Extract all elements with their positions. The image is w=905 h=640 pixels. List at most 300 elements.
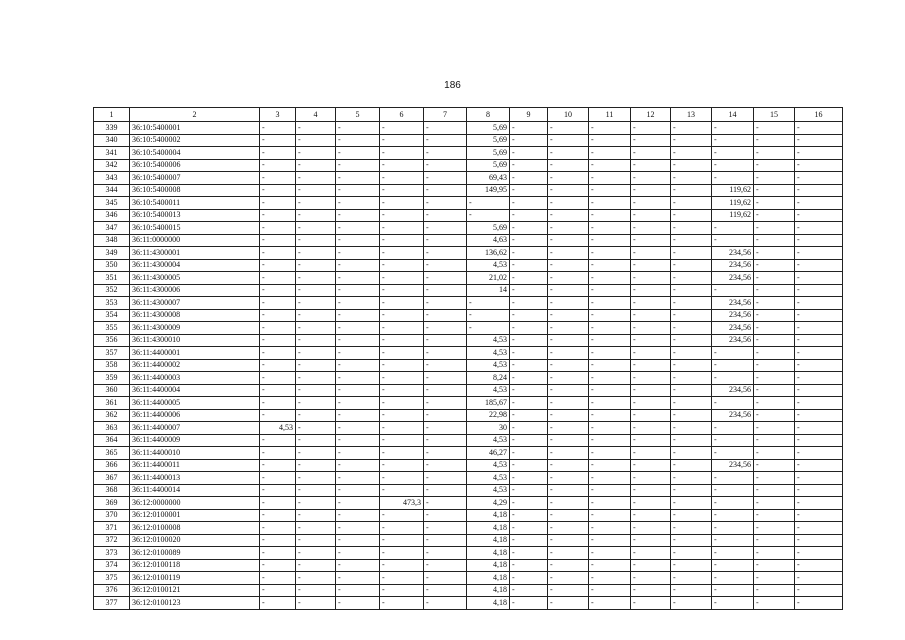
table-cell: 345	[94, 197, 130, 210]
table-cell: -	[795, 547, 843, 560]
table-cell: 4,53	[467, 359, 510, 372]
table-cell: -	[260, 309, 296, 322]
table-cell: -	[380, 297, 424, 310]
table-cell: 22,98	[467, 409, 510, 422]
table-cell: -	[296, 459, 336, 472]
table-cell: -	[754, 509, 795, 522]
table-cell: -	[296, 409, 336, 422]
table-cell: 234,56	[712, 459, 754, 472]
table-cell: -	[424, 534, 467, 547]
table-cell: -	[712, 397, 754, 410]
table-cell: -	[296, 147, 336, 160]
table-row	[94, 372, 843, 385]
table-cell: -	[589, 284, 631, 297]
table-cell: -	[795, 597, 843, 610]
table-cell: -	[712, 572, 754, 585]
table-row	[94, 197, 843, 210]
table-cell: -	[296, 584, 336, 597]
table-row	[94, 572, 843, 585]
table-cell: -	[296, 434, 336, 447]
table-cell: -	[795, 409, 843, 422]
table-cell: -	[380, 397, 424, 410]
table-cell: -	[424, 197, 467, 210]
table-cell: 36:12:0100008	[130, 522, 260, 535]
table-cell: -	[671, 122, 712, 135]
column-header: 5	[336, 108, 380, 122]
table-cell: -	[424, 147, 467, 160]
table-cell: -	[754, 134, 795, 147]
table-cell: -	[589, 222, 631, 235]
table-cell: -	[510, 297, 548, 310]
table-cell: -	[260, 322, 296, 335]
table-cell: -	[548, 322, 589, 335]
table-cell: -	[424, 447, 467, 460]
table-cell: -	[424, 134, 467, 147]
table-cell: -	[671, 372, 712, 385]
table-cell: -	[631, 134, 671, 147]
table-cell: -	[795, 197, 843, 210]
table-cell: -	[712, 497, 754, 510]
table-cell: 351	[94, 272, 130, 285]
table-cell: -	[548, 497, 589, 510]
table-cell: -	[548, 247, 589, 260]
table-cell: -	[795, 272, 843, 285]
column-header: 15	[754, 108, 795, 122]
table-row	[94, 397, 843, 410]
table-cell: -	[589, 372, 631, 385]
table-cell: -	[631, 297, 671, 310]
table-cell: -	[671, 247, 712, 260]
table-cell: -	[424, 434, 467, 447]
table-row	[94, 597, 843, 610]
table-cell: -	[589, 209, 631, 222]
table-cell: -	[548, 409, 589, 422]
table-cell: 473,3	[380, 497, 424, 510]
table-cell: -	[754, 247, 795, 260]
table-cell: -	[712, 447, 754, 460]
table-cell: -	[671, 297, 712, 310]
table-cell: -	[589, 184, 631, 197]
table-cell: -	[754, 184, 795, 197]
table-cell: 36:11:4400013	[130, 472, 260, 485]
table-cell: -	[754, 584, 795, 597]
table-cell: -	[467, 322, 510, 335]
table-cell: -	[589, 397, 631, 410]
table-cell: -	[296, 547, 336, 560]
table-row	[94, 497, 843, 510]
column-header: 1	[94, 108, 130, 122]
table-cell: -	[380, 534, 424, 547]
table-cell: -	[336, 147, 380, 160]
table-cell: -	[754, 172, 795, 185]
table-cell: -	[380, 122, 424, 135]
table-cell: 359	[94, 372, 130, 385]
table-cell: -	[510, 272, 548, 285]
table-cell: -	[795, 459, 843, 472]
table-cell: -	[336, 584, 380, 597]
table-cell: 4,63	[467, 234, 510, 247]
table-cell: -	[296, 159, 336, 172]
table-cell: -	[510, 159, 548, 172]
table-row	[94, 584, 843, 597]
table-cell: -	[548, 384, 589, 397]
table-cell: 46,27	[467, 447, 510, 460]
table-cell: -	[296, 447, 336, 460]
table-cell: -	[296, 134, 336, 147]
column-header: 11	[589, 108, 631, 122]
table-cell: -	[296, 322, 336, 335]
table-cell: -	[510, 259, 548, 272]
table-cell: -	[631, 459, 671, 472]
table-cell: -	[795, 434, 843, 447]
table-cell: -	[424, 384, 467, 397]
table-cell: -	[548, 284, 589, 297]
table-row	[94, 147, 843, 160]
table-cell: -	[424, 597, 467, 610]
column-header: 16	[795, 108, 843, 122]
table-cell: 36:12:0100121	[130, 584, 260, 597]
table-cell: -	[336, 222, 380, 235]
table-cell: 36:11:4300009	[130, 322, 260, 335]
table-cell: -	[336, 322, 380, 335]
table-cell: -	[380, 484, 424, 497]
table-cell: -	[589, 272, 631, 285]
table-cell: 36:11:4400002	[130, 359, 260, 372]
table-cell: 136,62	[467, 247, 510, 260]
table-cell: -	[380, 559, 424, 572]
column-header: 14	[712, 108, 754, 122]
table-cell: -	[296, 309, 336, 322]
table-cell: -	[548, 122, 589, 135]
table-cell: -	[589, 422, 631, 435]
table-cell: 347	[94, 222, 130, 235]
table-cell: -	[548, 359, 589, 372]
table-cell: -	[548, 522, 589, 535]
table-cell: -	[589, 409, 631, 422]
table-cell: -	[336, 397, 380, 410]
page-number: 186	[444, 80, 461, 91]
table-cell: -	[589, 384, 631, 397]
table-cell: -	[336, 172, 380, 185]
table-cell: -	[336, 497, 380, 510]
table-cell: -	[712, 359, 754, 372]
table-cell: -	[296, 272, 336, 285]
table-cell: -	[260, 284, 296, 297]
table-cell: -	[424, 297, 467, 310]
table-cell: -	[510, 459, 548, 472]
table-cell: -	[548, 184, 589, 197]
column-header: 3	[260, 108, 296, 122]
table-cell: -	[424, 397, 467, 410]
table-cell: -	[380, 247, 424, 260]
table-cell: -	[795, 134, 843, 147]
table-cell: 4,18	[467, 522, 510, 535]
table-cell: -	[296, 422, 336, 435]
table-cell: 4,18	[467, 534, 510, 547]
table-cell: -	[510, 434, 548, 447]
table-cell: 36:12:0100123	[130, 597, 260, 610]
table-cell: -	[260, 572, 296, 585]
table-cell: -	[380, 597, 424, 610]
table-cell: -	[548, 559, 589, 572]
table-cell: -	[754, 209, 795, 222]
table-cell: -	[795, 422, 843, 435]
table-cell: -	[754, 159, 795, 172]
table-cell: -	[260, 209, 296, 222]
table-cell: -	[631, 197, 671, 210]
table-cell: -	[795, 309, 843, 322]
table-cell: 21,02	[467, 272, 510, 285]
table-cell: -	[754, 484, 795, 497]
table-cell: -	[671, 234, 712, 247]
table-cell: -	[671, 222, 712, 235]
table-cell: -	[260, 472, 296, 485]
table-cell: 36:11:4400010	[130, 447, 260, 460]
table-cell: 349	[94, 247, 130, 260]
table-cell: -	[754, 372, 795, 385]
table-cell: 375	[94, 572, 130, 585]
table-cell: -	[795, 472, 843, 485]
table-cell: -	[467, 309, 510, 322]
table-cell: -	[671, 197, 712, 210]
table-cell: -	[589, 334, 631, 347]
table-cell: 343	[94, 172, 130, 185]
table-cell: -	[548, 159, 589, 172]
table-cell: 119,62	[712, 197, 754, 210]
table-row	[94, 309, 843, 322]
table-cell: -	[671, 509, 712, 522]
table-cell: -	[424, 572, 467, 585]
table-cell: -	[589, 359, 631, 372]
table-cell: -	[631, 559, 671, 572]
table-row	[94, 222, 843, 235]
table-cell: 339	[94, 122, 130, 135]
table-cell: 365	[94, 447, 130, 460]
table-row	[94, 509, 843, 522]
table-cell: -	[795, 347, 843, 360]
table-cell: 8,24	[467, 372, 510, 385]
table-cell: -	[631, 184, 671, 197]
table-cell: -	[424, 509, 467, 522]
table-cell: 234,56	[712, 272, 754, 285]
table-cell: -	[795, 322, 843, 335]
table-cell: 36:11:4400003	[130, 372, 260, 385]
table-cell: -	[424, 409, 467, 422]
table-cell: -	[671, 209, 712, 222]
table-cell: -	[296, 472, 336, 485]
table-cell: -	[548, 272, 589, 285]
table-cell: -	[754, 397, 795, 410]
table-cell: 348	[94, 234, 130, 247]
table-cell: -	[380, 222, 424, 235]
table-cell: -	[631, 484, 671, 497]
table-cell: -	[548, 209, 589, 222]
table-cell: 36:11:4400009	[130, 434, 260, 447]
table-row	[94, 472, 843, 485]
table-cell: -	[296, 284, 336, 297]
table-cell: 358	[94, 359, 130, 372]
table-cell: -	[510, 334, 548, 347]
table-cell: -	[380, 584, 424, 597]
column-header: 8	[467, 108, 510, 122]
table-cell: -	[548, 509, 589, 522]
table-cell: -	[336, 447, 380, 460]
table-cell: 4,18	[467, 509, 510, 522]
table-cell: -	[754, 422, 795, 435]
table-cell: 4,18	[467, 547, 510, 560]
table-cell: 340	[94, 134, 130, 147]
table-cell: -	[795, 172, 843, 185]
table-cell: -	[260, 234, 296, 247]
table-cell: -	[589, 434, 631, 447]
table-row	[94, 134, 843, 147]
table-cell: -	[296, 572, 336, 585]
table-cell: -	[336, 484, 380, 497]
table-cell: -	[631, 359, 671, 372]
table-cell: 346	[94, 209, 130, 222]
table-cell: 360	[94, 384, 130, 397]
table-cell: 4,29	[467, 497, 510, 510]
table-cell: -	[712, 347, 754, 360]
table-cell: -	[671, 159, 712, 172]
table-cell: -	[260, 222, 296, 235]
table-cell: 36:11:4300010	[130, 334, 260, 347]
table-cell: -	[631, 259, 671, 272]
table-cell: 369	[94, 497, 130, 510]
table-cell: -	[795, 447, 843, 460]
table-cell: -	[671, 572, 712, 585]
table-cell: -	[548, 222, 589, 235]
table-cell: 4,53	[467, 472, 510, 485]
table-row	[94, 334, 843, 347]
table-cell: -	[589, 472, 631, 485]
table-cell: 36:12:0100089	[130, 547, 260, 560]
table-cell: -	[795, 359, 843, 372]
table-cell: -	[296, 334, 336, 347]
table-cell: -	[336, 122, 380, 135]
table-cell: 5,69	[467, 147, 510, 160]
table-cell: -	[260, 434, 296, 447]
table-cell: 4,53	[467, 384, 510, 397]
table-cell: -	[296, 259, 336, 272]
table-cell: -	[510, 522, 548, 535]
table-cell: -	[296, 384, 336, 397]
table-cell: -	[380, 234, 424, 247]
table-cell: -	[671, 184, 712, 197]
table-cell: -	[380, 322, 424, 335]
table-cell: -	[548, 147, 589, 160]
table-cell: -	[671, 284, 712, 297]
table-cell: 36:11:4400005	[130, 397, 260, 410]
table-cell: -	[671, 397, 712, 410]
column-header: 9	[510, 108, 548, 122]
table-cell: -	[795, 572, 843, 585]
table-cell: -	[296, 597, 336, 610]
table-cell: -	[424, 209, 467, 222]
table-cell: 36:10:5400006	[130, 159, 260, 172]
table-cell: -	[296, 347, 336, 360]
table-cell: -	[671, 322, 712, 335]
table-cell: -	[336, 284, 380, 297]
table-cell: 5,69	[467, 222, 510, 235]
table-cell: -	[548, 134, 589, 147]
table-cell: -	[589, 172, 631, 185]
table-cell: 30	[467, 422, 510, 435]
table-cell: -	[510, 397, 548, 410]
table-cell: -	[589, 547, 631, 560]
table-cell: 344	[94, 184, 130, 197]
table-cell: -	[424, 559, 467, 572]
table-cell: 36:11:4300004	[130, 259, 260, 272]
table-cell: -	[631, 547, 671, 560]
table-cell: -	[712, 584, 754, 597]
table-cell: -	[424, 284, 467, 297]
table-cell: -	[510, 122, 548, 135]
table-cell: -	[712, 234, 754, 247]
table-cell: -	[795, 384, 843, 397]
table-cell: -	[631, 322, 671, 335]
table-cell: -	[296, 497, 336, 510]
table-cell: -	[510, 234, 548, 247]
table-cell: -	[548, 584, 589, 597]
table-cell: 234,56	[712, 297, 754, 310]
table-cell: -	[589, 134, 631, 147]
table-cell: -	[336, 534, 380, 547]
table-cell: -	[296, 509, 336, 522]
table-cell: -	[296, 172, 336, 185]
table-cell: 4,53	[467, 459, 510, 472]
table-cell: -	[589, 459, 631, 472]
table-cell: -	[424, 472, 467, 485]
table-cell: -	[795, 522, 843, 535]
table-cell: -	[380, 209, 424, 222]
table-cell: -	[712, 147, 754, 160]
table-cell: 36:10:5400011	[130, 197, 260, 210]
table-cell: -	[631, 247, 671, 260]
table-cell: -	[754, 234, 795, 247]
table-cell: 36:11:4400014	[130, 484, 260, 497]
table-cell: -	[424, 372, 467, 385]
table-cell: 4,53	[467, 434, 510, 447]
table-cell: 361	[94, 397, 130, 410]
table-cell: -	[296, 484, 336, 497]
table-cell: -	[424, 422, 467, 435]
table-cell: -	[631, 522, 671, 535]
table-cell: -	[296, 397, 336, 410]
table-cell: -	[712, 434, 754, 447]
table-cell: -	[467, 197, 510, 210]
table-cell: -	[671, 547, 712, 560]
table-row	[94, 447, 843, 460]
table-cell: -	[510, 584, 548, 597]
table-cell: -	[631, 147, 671, 160]
table-cell: -	[510, 284, 548, 297]
table-cell: -	[336, 197, 380, 210]
table-cell: -	[380, 134, 424, 147]
table-cell: -	[671, 272, 712, 285]
table-cell: -	[631, 309, 671, 322]
table-cell: 234,56	[712, 309, 754, 322]
table-cell: -	[548, 234, 589, 247]
table-cell: -	[712, 597, 754, 610]
table-cell: -	[510, 309, 548, 322]
table-cell: -	[510, 484, 548, 497]
data-table	[93, 107, 843, 610]
table-cell: 36:10:5400001	[130, 122, 260, 135]
table-cell: 36:12:0100020	[130, 534, 260, 547]
table-cell: -	[548, 534, 589, 547]
table-cell: -	[795, 372, 843, 385]
